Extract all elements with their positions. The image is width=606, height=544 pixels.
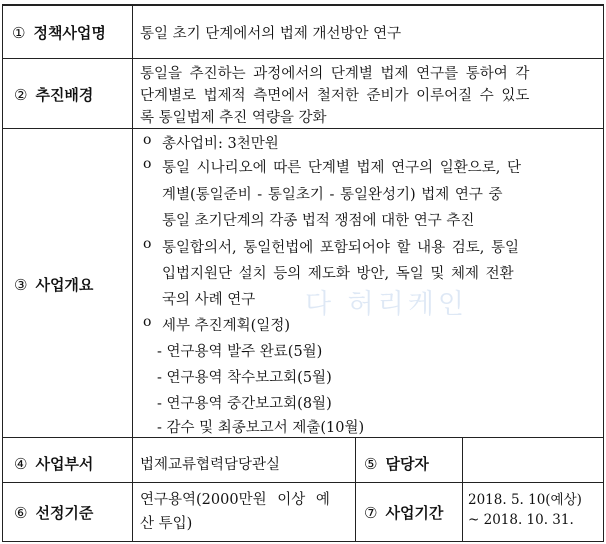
criteria-line: 산 투입)	[140, 516, 193, 532]
watermark: 다 허리케인	[305, 289, 468, 320]
schedule-item: - 감수 및 최종보고서 제출(10월)	[157, 420, 365, 436]
overview-line: 입법지원단 설치 등의 제도화 방안, 독일 및 체제 전환	[162, 266, 514, 282]
row-number: ③	[14, 276, 28, 294]
department-value: 법제교류협력담당관실	[140, 457, 281, 473]
row-number: ⑤	[364, 455, 378, 473]
label-text: 사업기간	[385, 504, 444, 522]
manager-label	[364, 453, 429, 474]
criteria-line: 연구용역(2000만원 이상 예	[140, 492, 330, 508]
overview-line: 통일합의서, 통일헌법에 포함되어야 할 내용 검토, 통일	[162, 240, 520, 256]
schedule-item: - 연구용역 착수보고회(5월)	[157, 370, 332, 386]
criteria-label	[14, 502, 93, 523]
row-divider	[2, 482, 604, 483]
cell-divider	[355, 437, 356, 542]
background-line: 통일을 추진하는 과정에서의 단계별 법제 연구를 통하여 각	[140, 66, 530, 82]
label-text: 정책사업명	[33, 24, 106, 42]
table-right-border	[603, 4, 604, 542]
overview-line: 계별(통일준비 - 통일초기 - 통일완성기) 법제 연구 중	[162, 187, 503, 203]
label-text: 담당자	[385, 455, 429, 473]
period-line: 2018. 5. 10(예상)	[468, 492, 582, 508]
label-text: 추진배경	[35, 86, 94, 104]
policy-name-label	[12, 22, 106, 43]
bullet-icon: o	[143, 132, 152, 148]
period-line: ~ 2018. 10. 31.	[468, 512, 574, 528]
row-number: ①	[12, 24, 26, 42]
table-bottom-border	[2, 541, 604, 542]
label-text: 사업부서	[35, 455, 94, 473]
schedule-item: - 연구용역 발주 완료(5월)	[157, 344, 323, 360]
bullet-icon: o	[143, 236, 152, 252]
row-divider	[2, 437, 604, 438]
overview-line: 총사업비: 3천만원	[162, 136, 279, 152]
department-label	[14, 453, 93, 474]
bullet-icon: o	[143, 156, 152, 172]
bullet-icon: o	[143, 314, 152, 330]
row-divider	[2, 58, 604, 59]
overview-label	[14, 274, 93, 295]
overview-line: 통일 시나리오에 따른 단계별 법제 연구의 일환으로, 단	[162, 160, 522, 176]
background-label	[14, 84, 93, 105]
background-line: 록 통일법제 추진 역량을 강화	[140, 110, 327, 126]
label-column-divider	[132, 4, 133, 542]
label-text: 선정기준	[35, 504, 94, 522]
row-number: ⑥	[14, 504, 28, 522]
row-number: ④	[14, 455, 28, 473]
schedule-item: - 연구용역 중간보고회(8월)	[157, 396, 332, 412]
period-label	[364, 502, 443, 523]
label-text: 사업개요	[35, 276, 94, 294]
cell-divider	[462, 437, 463, 542]
policy-name-value: 통일 초기 단계에서의 법제 개선방안 연구	[140, 26, 402, 42]
row-number: ②	[14, 86, 28, 104]
table-left-border	[2, 4, 3, 542]
background-line: 단계별로 법제적 측면에서 철저한 준비가 이루어질 수 있도	[140, 88, 530, 104]
overview-line: 국의 사례 연구	[162, 292, 256, 308]
overview-line: 통일 초기단계의 각종 법적 쟁점에 대한 연구 추진	[162, 213, 475, 229]
row-divider	[2, 128, 604, 129]
overview-line: 세부 추진계획(일정)	[162, 318, 290, 334]
row-number: ⑦	[364, 504, 378, 522]
table-top-border	[2, 4, 604, 6]
